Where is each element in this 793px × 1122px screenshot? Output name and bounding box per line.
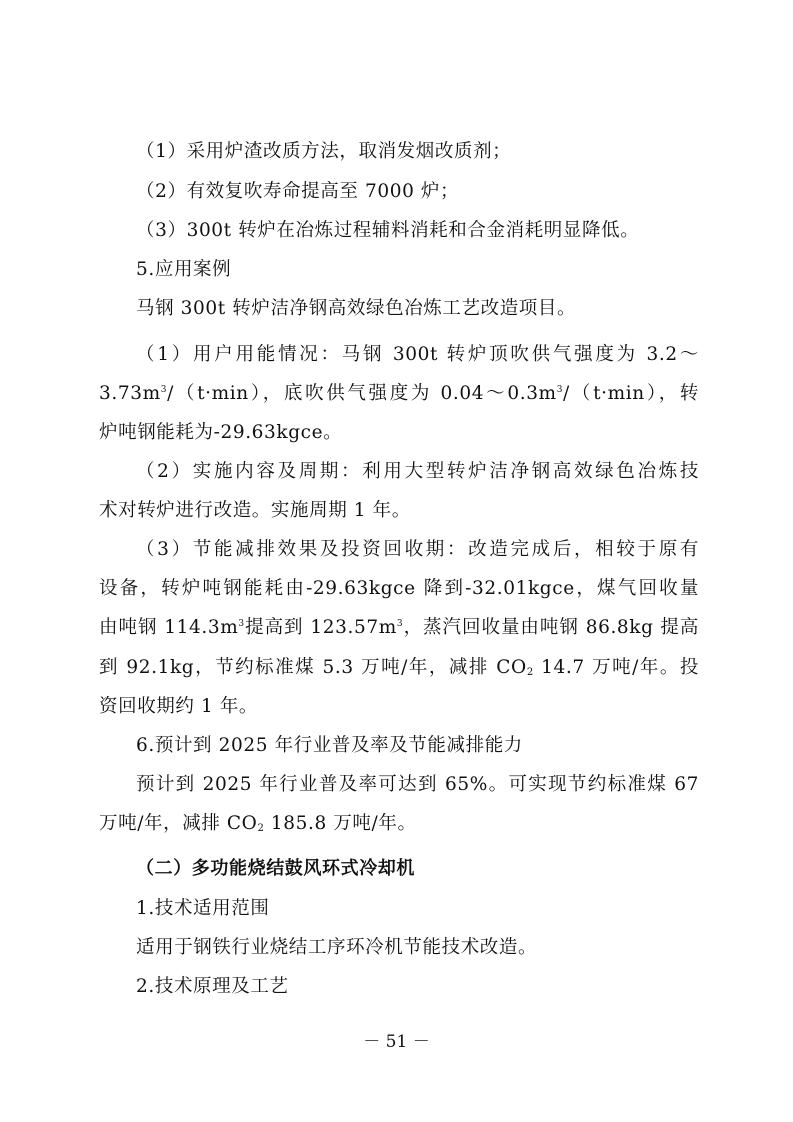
superscript: 3: [556, 385, 564, 395]
paragraph-blowing-life: （2）有效复吹寿命提高至 7000 炉；: [136, 181, 460, 202]
heading-forecast-2025: 6.预计到 2025 年行业普及率及节能减排能力: [136, 735, 523, 756]
text-segment: 185.8 万吨/年。: [264, 813, 417, 834]
paragraph-benefits-line4: [99, 656, 699, 680]
superscript: 3: [396, 619, 404, 629]
paragraph-benefits-line1: （3）节能减排效果及投资回收期：改造完成后，相较于原有: [136, 539, 699, 560]
paragraph-energy-use-line3: 炉吨钢能耗为-29.63kgce。: [99, 422, 343, 443]
text-segment: 提高到 123.57m: [244, 617, 397, 638]
text-segment: 14.7 万吨/年。投: [533, 657, 699, 678]
paragraph-implementation-line1: （2）实施内容及周期：利用大型转炉洁净钢高效绿色冶炼技: [136, 461, 699, 482]
paragraph-implementation-line2: 术对转炉进行改造。实施周期 1 年。: [99, 500, 411, 521]
text-segment: 由吨钢 114.3m: [99, 617, 239, 638]
text-segment: 万吨/年，减排 CO: [99, 813, 258, 834]
superscript: 3: [238, 619, 245, 629]
subscript: 2: [526, 667, 534, 678]
heading-application-case: 5.应用案例: [136, 259, 232, 280]
heading-technical-principle: 2.技术原理及工艺: [136, 976, 289, 997]
paragraph-benefits-line5: 资回收期约 1 年。: [99, 696, 259, 717]
text-segment: /（t·min），底吹供气强度为 0.04～0.3m: [167, 383, 557, 404]
paragraph-consumption-reduction: （3）300t 转炉在冶炼过程辅料消耗和合金消耗明显降低。: [136, 220, 640, 241]
paragraph-slag-modification: （1）采用炉渣改质方法，取消发烟改质剂；: [136, 141, 512, 162]
paragraph-benefits-line2: 设备，转炉吨钢能耗由-29.63kgce 降到-32.01kgce，煤气回收量: [99, 578, 699, 599]
subscript: 2: [257, 823, 265, 834]
page-number: － 51 －: [363, 1032, 430, 1052]
paragraph-forecast-line1: 预计到 2025 年行业普及率可达到 65%。可实现节约标准煤 67: [136, 774, 699, 795]
paragraph-project-name: 马钢 300t 转炉洁净钢高效绿色冶炼工艺改造项目。: [136, 298, 577, 319]
section-title-sinter-cooler: （二）多功能烧结鼓风环式冷却机: [136, 858, 415, 879]
text-segment: ，蒸汽回收量由吨钢 86.8kg 提高: [403, 617, 699, 638]
paragraph-energy-use-line2: [99, 382, 699, 406]
text-segment: 3.73m: [99, 383, 161, 404]
superscript: 3: [160, 385, 168, 395]
paragraph-energy-use-line1: （1）用户用能情况：马钢 300t 转炉顶吹供气强度为 3.2～: [136, 344, 699, 365]
heading-applicable-scope: 1.技术适用范围: [136, 898, 270, 919]
paragraph-forecast-line2: [99, 812, 699, 836]
paragraph-applicable-scope: 适用于钢铁行业烧结工序环冷机节能技术改造。: [136, 937, 538, 958]
text-segment: /（t·min），转: [563, 383, 699, 404]
text-segment: 到 92.1kg，节约标准煤 5.3 万吨/年，减排 CO: [99, 657, 527, 678]
paragraph-benefits-line3: [99, 616, 699, 640]
